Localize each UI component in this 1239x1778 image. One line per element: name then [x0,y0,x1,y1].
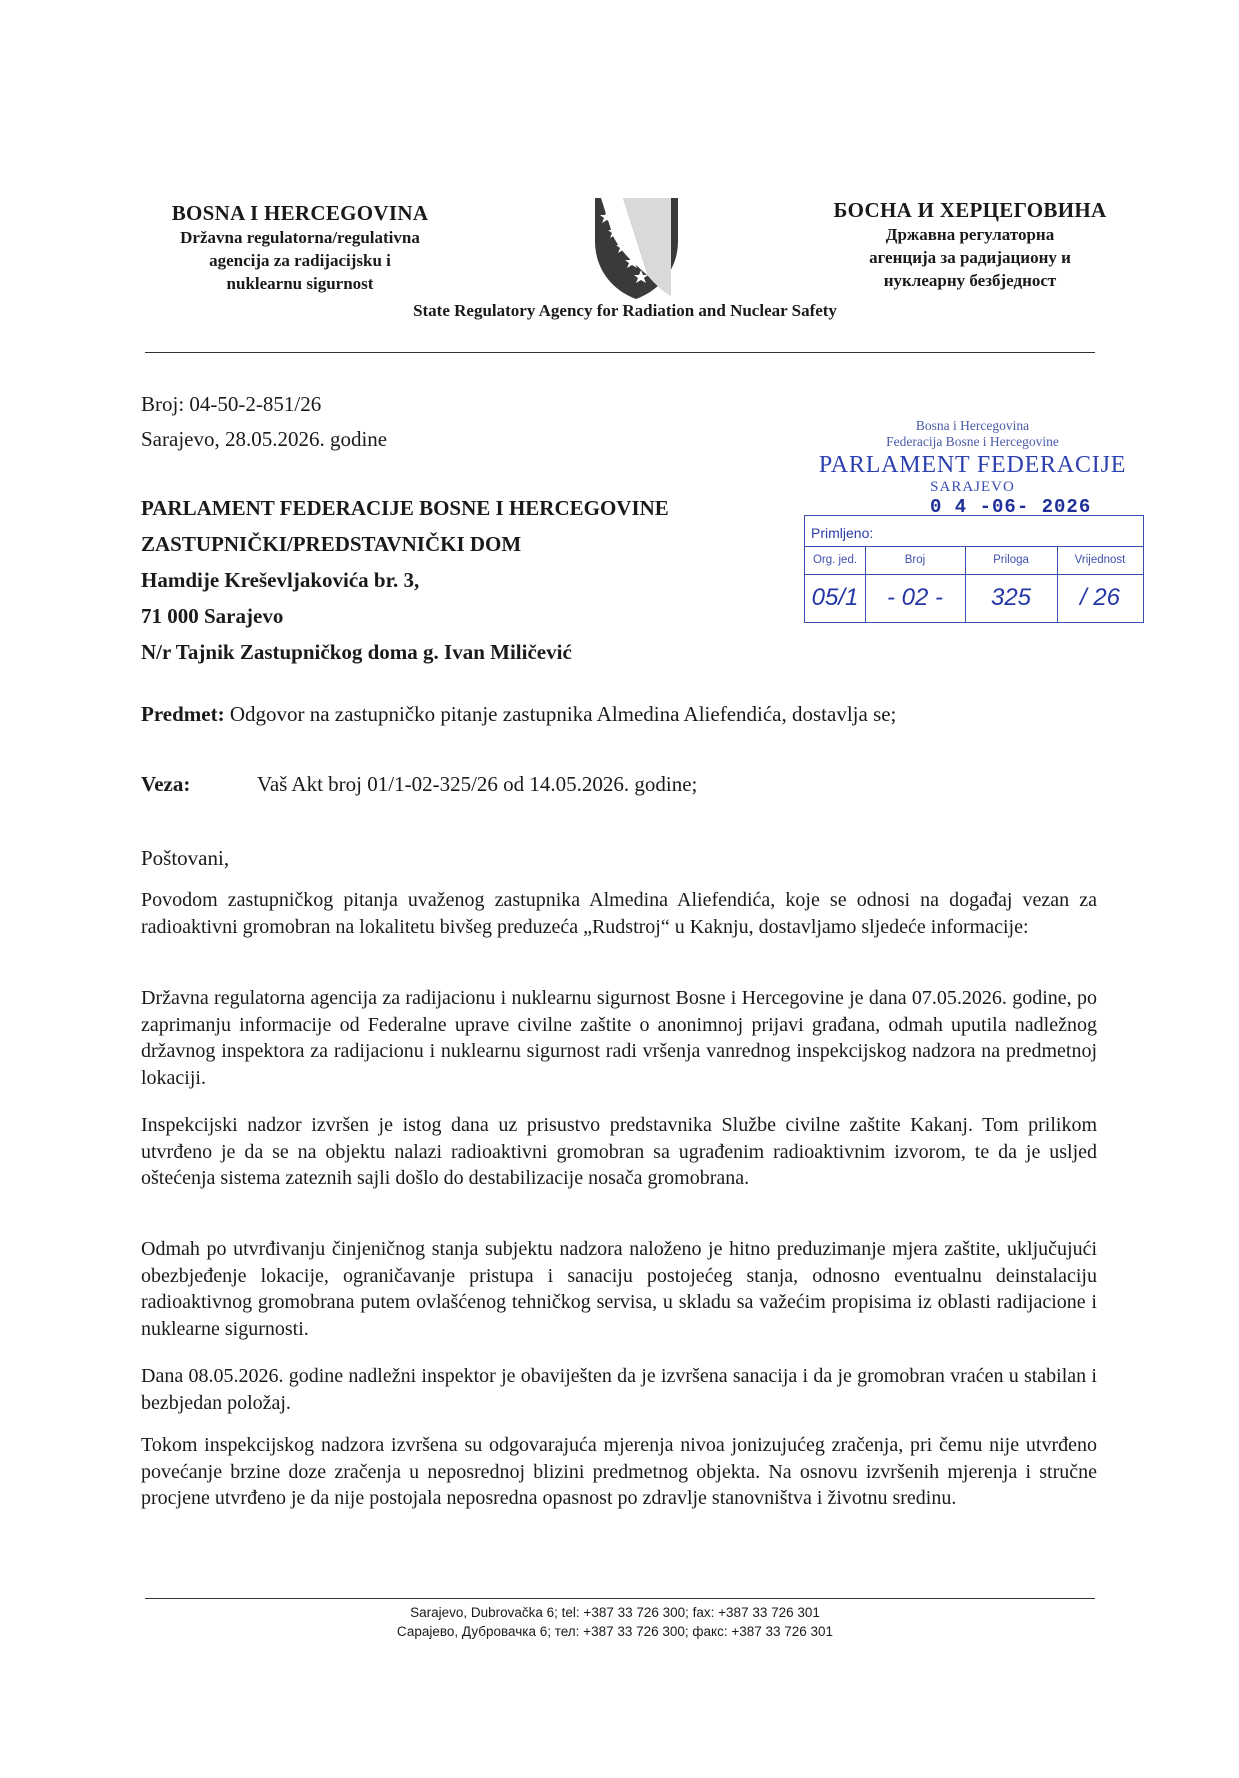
stamp-received-date: 0 4 -06- 2026 [930,496,1092,518]
stamp-parliament: PARLAMENT FEDERACIJE [818,452,1127,478]
body-paragraph: Dana 08.05.2026. godine nadležni inspektor je obaviješten da je izvršena sanacija i da je gromobran vraćen u stabilan i bezbjedan položaj. [141,1365,1097,1414]
subject-text: Odgovor na zastupničko pitanje zastupnika Almedina Aliefendića, dostavlja se; [229,702,897,726]
stamp-value-cell: - 02 - [865,574,966,622]
addressee-block [141,490,821,670]
bih-coat-of-arms-icon [593,196,680,301]
stamp-entity: Federacija Bosne i Hercegovine [886,434,1059,449]
salutation: Poštovani, [141,846,230,870]
stamp-received-label: Primljeno: [811,525,874,541]
stamp-header-cell: Org. jed. [805,546,866,574]
subject-label: Predmet: [141,702,225,726]
letterhead-country-cyrillic: БОСНА И ХЕРЦЕГОВИНА [833,198,1107,222]
stamp-value-row [805,574,1143,622]
letterhead-latin [110,200,490,295]
reference-link-label: Veza: [141,772,191,796]
stamp-value-cell: 325 [965,574,1058,622]
letterhead-agency-cyrillic-line3: нуклеарну безбједност [883,271,1057,290]
stamp-received-row [805,496,1143,547]
letterhead-agency-english: State Regulatory Agency for Radiation and Nuclear Safety [413,301,837,320]
stamp-country: Bosna i Hercegovina [915,418,1030,433]
addressee-line: ZASTUPNIČKI/PREDSTAVNIČKI DOM [141,532,522,556]
reference-link-text: Vaš Akt broj 01/1-02-325/26 od 14.05.2026. godine; [257,772,698,796]
subject-line [141,700,896,728]
addressee-line: PARLAMENT FEDERACIJE BOSNE I HERCEGOVINE [141,496,669,520]
body-paragraph: Odmah po utvrđivanju činjeničnog stanja subjektu nadzora naloženo je hitno preduzimanje mjera zaštite, uključujući obezbjeđenje lokacije, ograničavanje pristupa i sanaciju postojećeg stanja, odnosno eventualnu deinstalaciju radioaktivnog gromobrana putem ovlašćenog tehničkog servisa, u skladu sa važećim propisima iz oblasti radijacione i nuklearne sigurnosti. [141,1238,1097,1340]
letterhead-agency-latin-line2: agencija za radijacijsku i [209,251,391,270]
body-paragraph: Povodom zastupničkog pitanja uvaženog zastupnika Almedina Aliefendića, koje se odnosi na događaj vezan za radioaktivni gromobran na lokalitetu bivšeg preduzeća „Rudstroj“ u Kaknju, dostavljamo sljedeće informacije: [141,889,1097,938]
stamp-header-cell: Vrijednost [1074,554,1126,566]
letterhead-agency-cyrillic-line1: Државна регулаторна [885,225,1055,244]
addressee-line: Hamdije Kreševljakovića br. 3, [141,568,420,592]
stamp-header-cell: Priloga [965,546,1058,574]
reference-link-line [141,770,697,798]
stamp-value-cell: / 26 [1079,584,1121,611]
letterhead-agency-latin-line3: nuklearnu sigurnost [226,274,374,293]
letterhead-country-latin: BOSNA I HERCEGOVINA [171,201,429,225]
footer-contact-latin: Sarajevo, Dubrovačka 6; tel: +387 33 726 300; fax: +387 33 726 301 [410,1605,820,1620]
footer-divider [145,1598,1095,1599]
body-paragraph: Inspekcijski nadzor izvršen je istog dana uz prisustvo predstavnika Službe civilne zaštite Kakanj. Tom prilikom utvrđeno je da se na objektu nalazi radioaktivni gromobran sa ugrađenim radioaktivnim izvorom, te da je usljed oštećenja sistema zateznih sajli došlo do destabilizacije nosača gromobrana. [141,1114,1097,1189]
letterhead-cyrillic [770,197,1170,292]
stamp-header-cell: Broj [865,546,966,574]
header-divider [145,352,1095,353]
addressee-line: 71 000 Sarajevo [141,604,284,628]
stamp-table [804,496,1144,623]
stamp-value-cell: 05/1 [805,574,866,622]
letterhead-agency-latin-line1: Državna regulatorna/regulativna [180,228,420,247]
footer-contact [300,1603,930,1641]
document-date: Sarajevo, 28.05.2026. godine [141,427,388,451]
receipt-stamp [800,418,1145,611]
footer-contact-cyrillic: Сарајево, Дубровачка 6; тел: +387 33 726 300; факс: +387 33 726 301 [396,1624,834,1639]
body-paragraph: Tokom inspekcijskog nadzora izvršena su odgovarajuća mjerenja nivoa jonizujućeg zračenja, pri čemu nije utvrđeno povećanje brzine doze zračenja u neposrednoj blizini predmetnog objekta. Na osnovu izvršenih mjerenja i stručne procjene utvrđeno je da nije postojala neposredna opasnost po zdravlje stanovništva i životnu sredinu. [141,1434,1097,1509]
stamp-header-row [805,546,1143,575]
stamp-city: SARAJEVO [930,479,1015,495]
body-paragraph: Državna regulatorna agencija za radijacionu i nuklearnu sigurnost Bosne i Hercegovine je dana 07.05.2026. godine, po zaprimanju informacije od Federalne uprave civilne zaštite o anonimnoj prijavi građana, odmah uputila nadležnog državnog inspektora za radijacionu i nuklearnu sigurnost radi vršenja vanrednog inspekcijskog nadzora na predmetnoj lokaciji. [141,987,1097,1089]
letterhead-agency-cyrillic-line2: агенција за радијациону и [869,248,1071,267]
addressee-line: N/r Tajnik Zastupničkog doma g. Ivan Miličević [141,640,572,664]
document-number: Broj: 04-50-2-851/26 [141,392,322,416]
